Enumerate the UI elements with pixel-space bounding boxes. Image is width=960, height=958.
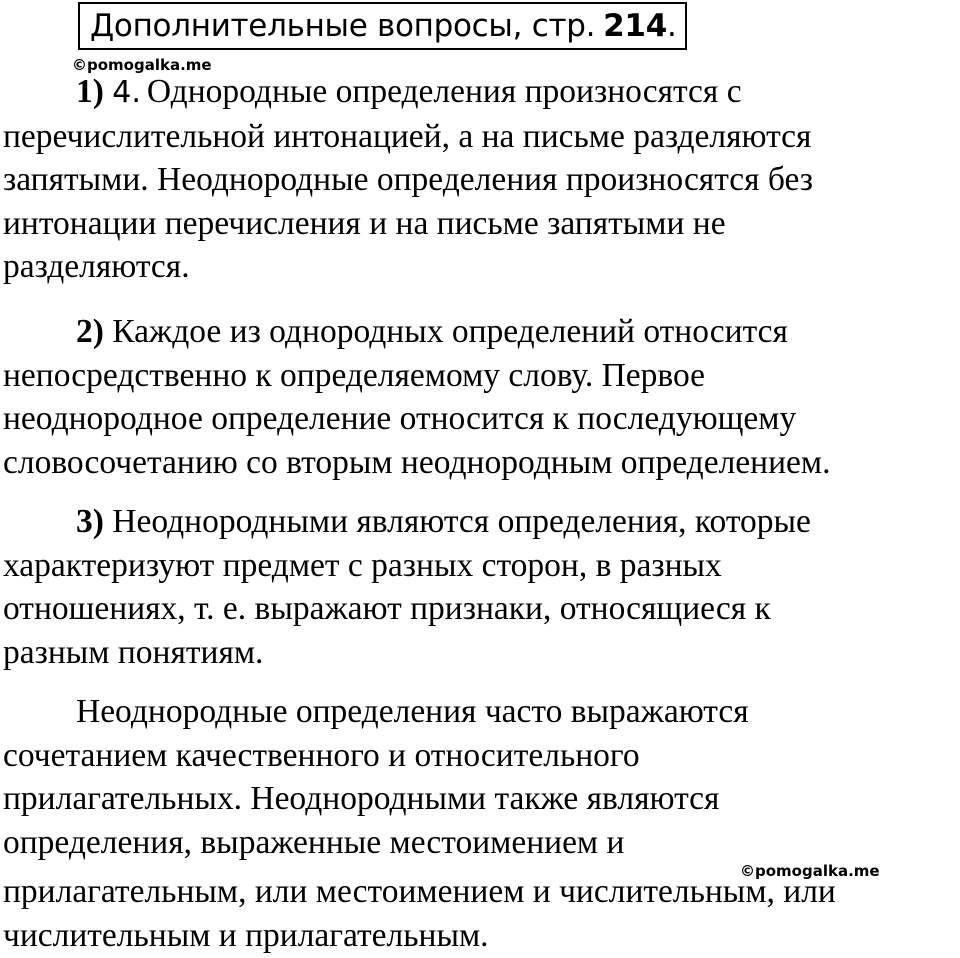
- paragraph-line: [3, 500, 960, 544]
- answer-number: 4.: [112, 75, 141, 110]
- line-text: Неоднородными являются определения, которые: [112, 503, 811, 540]
- answer-paragraph-2: [3, 310, 960, 484]
- paragraph-line: прилагательным, или местоимением и числительным, или: [3, 873, 836, 910]
- paragraph-line: сочетанием качественного и относительного: [3, 736, 640, 774]
- watermark-bottom: ©pomogalka.me: [740, 862, 880, 880]
- section-title-text: Дополнительные вопросы, стр.: [90, 8, 596, 44]
- line-text: Однородные определения произносятся с: [146, 73, 742, 110]
- answer-marker: 2): [76, 313, 104, 350]
- answer-marker: 3): [76, 503, 104, 540]
- paragraph-line: характеризуют предмет с разных сторон, в разных: [3, 546, 722, 584]
- paragraph-line: разделяются.: [3, 248, 190, 285]
- paragraph-line: словосочетанию со вторым неоднородным определением.: [3, 443, 831, 481]
- paragraph-line: определения, выраженные местоимением и: [3, 823, 625, 861]
- paragraph-line: прилагательных. Неоднородными также являются: [3, 780, 720, 817]
- answer-paragraph-3: [3, 500, 960, 674]
- paragraph-line: числительным и прилагательным.: [3, 916, 489, 954]
- watermark-top: ©pomogalka.me: [72, 56, 212, 74]
- answer-paragraph-1: [3, 70, 960, 289]
- section-title: [78, 2, 687, 50]
- paragraph-line: отношениях, т. е. выражают признаки, относящиеся к: [3, 590, 771, 627]
- paragraph-line: [3, 70, 960, 115]
- line-text: Каждое из однородных определений относится: [112, 313, 788, 350]
- paragraph-line: непосредственно к определяемому слову. Первое: [3, 356, 706, 394]
- paragraph-line: разным понятиям.: [3, 633, 264, 671]
- paragraph-line: неоднородное определение относится к последующему: [3, 400, 797, 437]
- page-number: 214: [603, 8, 667, 44]
- paragraph-line: [3, 310, 960, 354]
- paragraph-line: интонации перечисления и на письме запятыми не: [3, 204, 726, 242]
- paragraph-line: Неоднородные определения часто выражаются: [76, 693, 749, 730]
- paragraph-line: запятыми. Неоднородные определения произносятся без: [3, 161, 814, 198]
- answer-marker: 1): [76, 73, 104, 110]
- title-period: .: [666, 8, 677, 44]
- paragraph-line: перечислительной интонацией, а на письме разделяются: [3, 117, 812, 155]
- answer-paragraph-4: [3, 690, 960, 957]
